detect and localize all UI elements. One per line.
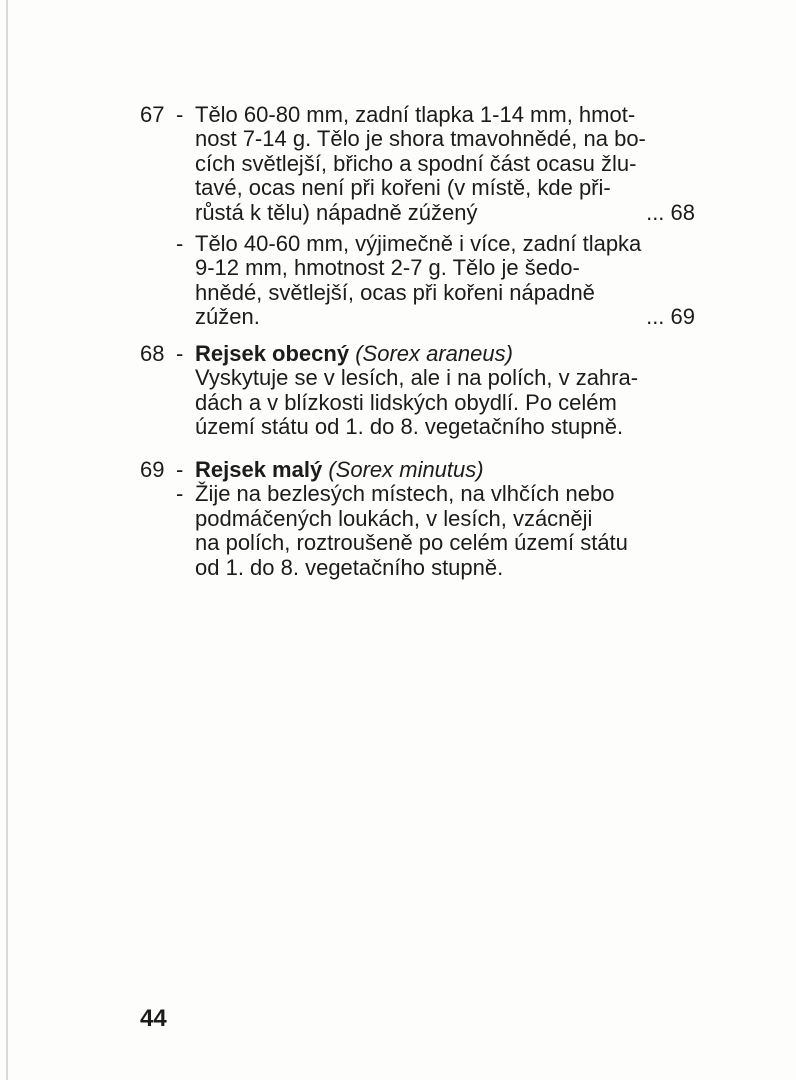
species-text — [195, 458, 695, 580]
text-line: růstá k tělu) nápadně zúžený — [195, 199, 478, 225]
text-line: dách a v blízkosti lidských obydlí. Po celém — [195, 389, 617, 415]
entry-dash: - — [176, 341, 184, 366]
alternative-dash: - — [176, 231, 184, 256]
species-title — [195, 458, 695, 482]
species-title — [195, 342, 695, 366]
page-number: 44 — [140, 1005, 167, 1032]
text-line: Tělo 40-60 mm, výjimečně i více, zadní tlapka — [195, 231, 642, 256]
text-line: zúžen. — [195, 304, 260, 330]
text-line: nost 7-14 g. Tělo je shora tmavohnědé, na bo- — [195, 126, 646, 152]
reference-link: ... 68 — [646, 199, 695, 225]
alternative-text — [195, 103, 695, 225]
text-line: území státu od 1. do 8. vegetačního stupně. — [195, 414, 624, 440]
species-text — [195, 342, 695, 440]
text-line: Vyskytuje se v lesích, ale i na polích, v zahra- — [195, 365, 639, 391]
text-line: hnědé, světlejší, ocas při kořeni nápadně — [195, 279, 595, 305]
latin-name: (Sorex minutus) — [328, 457, 484, 482]
entry-number: 69 — [140, 457, 165, 482]
reference-link: ... 69 — [646, 304, 695, 330]
text-line: podmáčených loukách, v lesích, vzácněji — [195, 505, 593, 531]
text-line: tavé, ocas není při kořeni (v místě, kde při- — [195, 175, 611, 201]
entry-dash: - — [176, 481, 184, 507]
text-line-with-ref — [195, 305, 695, 329]
text-line-with-ref — [195, 201, 695, 225]
alternative-text — [195, 232, 695, 330]
latin-name: (Sorex araneus) — [355, 341, 513, 366]
text-line: 9-12 mm, hmotnost 2-7 g. Tělo je šedo- — [195, 255, 580, 281]
entry-number: 68 — [140, 341, 165, 366]
text-line: cích světlejší, břicho a spodní část ocasu žlu- — [195, 150, 637, 176]
alternative-dash: - — [176, 102, 184, 127]
entry-number: 67 — [140, 102, 165, 127]
text-line: od 1. do 8. vegetačního stupně. — [195, 554, 504, 580]
entry-dash: - — [176, 457, 184, 482]
text-line: na polích, roztroušeně po celém území státu — [195, 530, 628, 556]
text-line: Žije na bezlesých místech, na vlhčích nebo — [195, 481, 615, 507]
species-name: Rejsek obecný — [195, 341, 350, 366]
text-line: Tělo 60-80 mm, zadní tlapka 1-14 mm, hmot- — [195, 102, 636, 127]
species-name: Rejsek malý — [195, 457, 323, 482]
